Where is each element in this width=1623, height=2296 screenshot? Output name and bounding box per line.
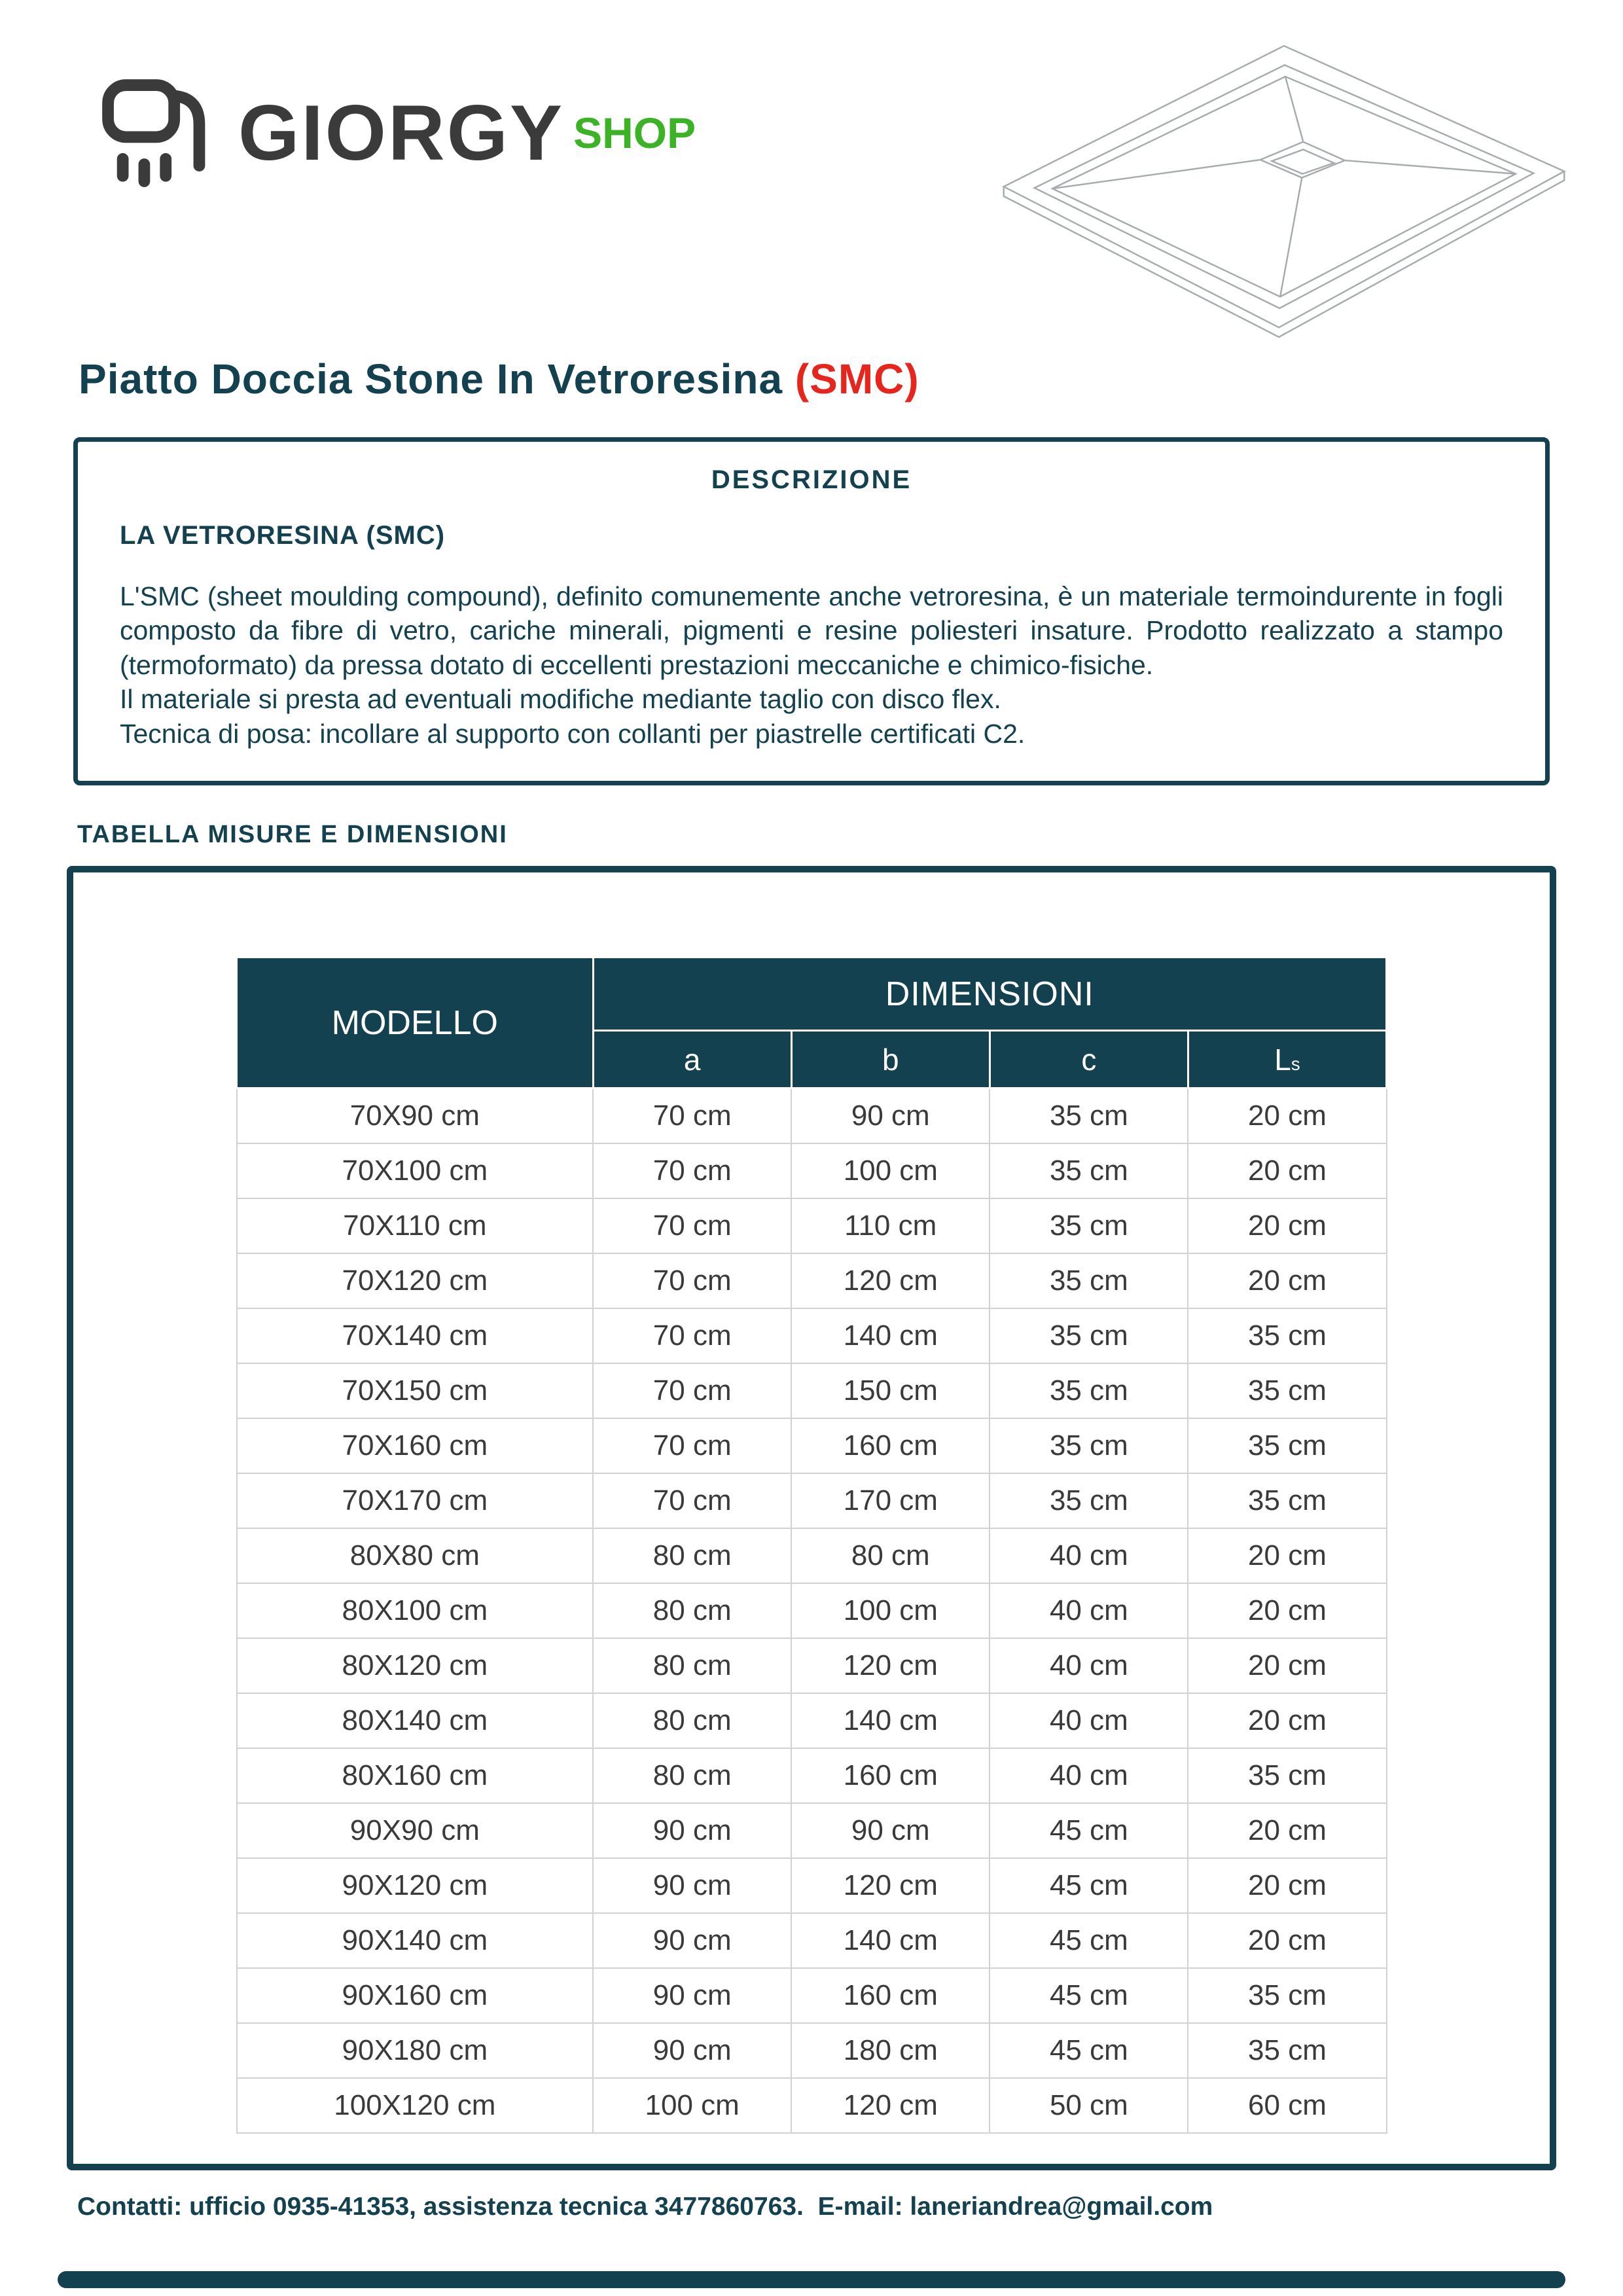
dimension-cell: 70 cm (593, 1143, 791, 1198)
dimension-cell: 100 cm (593, 2078, 791, 2133)
dimension-cell: 45 cm (990, 1858, 1188, 1913)
dimension-cell: 20 cm (1188, 1803, 1386, 1858)
dimension-cell: 90 cm (593, 2023, 791, 2078)
dimension-cell: 20 cm (1188, 1143, 1386, 1198)
brand-logo (88, 65, 696, 200)
shower-head-icon (88, 65, 223, 200)
dimension-cell: 80 cm (791, 1528, 990, 1583)
dimension-cell: 140 cm (791, 1693, 990, 1748)
model-cell: 90X160 cm (237, 1968, 594, 2023)
dimension-cell: 70 cm (593, 1198, 791, 1253)
table-row (237, 1528, 1387, 1583)
dimension-cell: 90 cm (593, 1913, 791, 1968)
dimension-cell: 160 cm (791, 1968, 990, 2023)
table-row (237, 2078, 1387, 2133)
model-cell: 70X120 cm (237, 1253, 594, 1308)
model-cell: 80X100 cm (237, 1583, 594, 1638)
dimension-cell: 70 cm (593, 1473, 791, 1528)
model-cell: 70X140 cm (237, 1308, 594, 1363)
description-subheading: LA VETRORESINA (SMC) (120, 521, 446, 550)
description-paragraph: L'SMC (sheet moulding compound), definito comunemente anche vetroresina, è un materiale termoindurente in fogli composto da fibre di vetro, cariche minerali, pigmenti e resine poliesteri insature. Prodotto realizzato a stampo (termoformato) da pressa dotato di eccellenti prestazioni meccaniche e chimico-fisiche. (120, 581, 1503, 680)
column-header-dimensioni: DIMENSIONI (593, 958, 1386, 1031)
dimension-cell: 35 cm (1188, 1418, 1386, 1473)
table-header (237, 958, 1387, 1088)
table-row (237, 1198, 1387, 1253)
table-row (237, 1803, 1387, 1858)
table-section-label: TABELLA MISURE E DIMENSIONI (77, 821, 508, 849)
brand-suffix: SHOP (573, 108, 696, 157)
model-cell: 90X140 cm (237, 1913, 594, 1968)
dimension-cell: 35 cm (1188, 1748, 1386, 1803)
model-cell: 80X120 cm (237, 1638, 594, 1693)
dimension-cell: 90 cm (593, 1803, 791, 1858)
dimension-cell: 120 cm (791, 1253, 990, 1308)
dimension-cell: 100 cm (791, 1583, 990, 1638)
dimension-cell: 45 cm (990, 1913, 1188, 1968)
dimension-cell: 35 cm (990, 1088, 1188, 1143)
dimension-cell: 35 cm (1188, 1473, 1386, 1528)
dimension-cell: 80 cm (593, 1638, 791, 1693)
page-title (0, 355, 1623, 403)
description-heading: DESCRIZIONE (711, 465, 912, 494)
dimension-cell: 40 cm (990, 1638, 1188, 1693)
brand-name: GIORGY (238, 88, 565, 177)
model-cell: 80X80 cm (237, 1528, 594, 1583)
dimension-cell: 20 cm (1188, 1088, 1386, 1143)
header (0, 0, 1623, 346)
dimension-cell: 20 cm (1188, 1253, 1386, 1308)
dimension-cell: 40 cm (990, 1693, 1188, 1748)
dimension-cell: 70 cm (593, 1088, 791, 1143)
description-body (120, 579, 1503, 751)
dimension-cell: 80 cm (593, 1693, 791, 1748)
column-header-b: b (791, 1031, 990, 1088)
dimension-cell: 80 cm (593, 1583, 791, 1638)
dimension-cell: 35 cm (990, 1308, 1188, 1363)
table-row (237, 1088, 1387, 1143)
dimension-cell: 20 cm (1188, 1858, 1386, 1913)
table-body (237, 1088, 1387, 2133)
description-paragraph: Il materiale si presta ad eventuali modifiche mediante taglio con disco flex. (120, 684, 1001, 715)
measures-table (236, 956, 1387, 2134)
dimension-cell: 90 cm (791, 1803, 990, 1858)
dimension-cell: 20 cm (1188, 1528, 1386, 1583)
dimension-cell: 90 cm (791, 1088, 990, 1143)
dimension-cell: 150 cm (791, 1363, 990, 1418)
measures-table-box (67, 866, 1556, 2170)
description-paragraph: Tecnica di posa: incollare al supporto con collanti per piastrelle certificati C2. (120, 718, 1026, 749)
dimension-cell: 35 cm (1188, 1308, 1386, 1363)
dimension-cell: 70 cm (593, 1363, 791, 1418)
dimension-cell: 40 cm (990, 1528, 1188, 1583)
dimension-cell: 80 cm (593, 1748, 791, 1803)
model-cell: 70X100 cm (237, 1143, 594, 1198)
brand-name-block (238, 88, 696, 178)
dimension-cell: 35 cm (990, 1363, 1188, 1418)
table-row (237, 1143, 1387, 1198)
model-cell: 100X120 cm (237, 2078, 594, 2133)
dimension-cell: 40 cm (990, 1583, 1188, 1638)
model-cell: 90X120 cm (237, 1858, 594, 1913)
column-header-a: a (593, 1031, 791, 1088)
column-header-ls (1188, 1031, 1386, 1088)
shower-tray-illustration (996, 38, 1572, 346)
table-row (237, 1968, 1387, 2023)
model-cell: 90X180 cm (237, 2023, 594, 2078)
footer-bar (58, 2271, 1565, 2288)
dimension-cell: 140 cm (791, 1913, 990, 1968)
dimension-cell: 35 cm (990, 1253, 1188, 1308)
column-header-c: c (990, 1031, 1188, 1088)
model-cell: 70X90 cm (237, 1088, 594, 1143)
table-row (237, 1308, 1387, 1363)
table-row (237, 2023, 1387, 2078)
table-row (237, 1253, 1387, 1308)
model-cell: 70X160 cm (237, 1418, 594, 1473)
table-row (237, 1693, 1387, 1748)
ls-subscript: s (1291, 1053, 1300, 1074)
dimension-cell: 120 cm (791, 1638, 990, 1693)
dimension-cell: 35 cm (1188, 1968, 1386, 2023)
page-title-smc-highlight: (SMC) (794, 355, 919, 403)
model-cell: 80X160 cm (237, 1748, 594, 1803)
dimension-cell: 160 cm (791, 1418, 990, 1473)
model-cell: 80X140 cm (237, 1693, 594, 1748)
table-row (237, 1418, 1387, 1473)
model-cell: 70X110 cm (237, 1198, 594, 1253)
dimension-cell: 35 cm (990, 1418, 1188, 1473)
dimension-cell: 70 cm (593, 1253, 791, 1308)
dimension-cell: 120 cm (791, 1858, 990, 1913)
dimension-cell: 35 cm (1188, 2023, 1386, 2078)
table-row (237, 1473, 1387, 1528)
dimension-cell: 50 cm (990, 2078, 1188, 2133)
table-row (237, 1583, 1387, 1638)
dimension-cell: 45 cm (990, 1968, 1188, 2023)
dimension-cell: 35 cm (990, 1473, 1188, 1528)
page-title-text: Piatto Doccia Stone In Vetroresina (79, 355, 795, 403)
dimension-cell: 140 cm (791, 1308, 990, 1363)
description-box (73, 437, 1550, 785)
dimension-cell: 20 cm (1188, 1913, 1386, 1968)
model-cell: 90X90 cm (237, 1803, 594, 1858)
dimension-cell: 40 cm (990, 1748, 1188, 1803)
dimension-cell: 170 cm (791, 1473, 990, 1528)
dimension-cell: 20 cm (1188, 1693, 1386, 1748)
dimension-cell: 45 cm (990, 1803, 1188, 1858)
dimension-cell: 20 cm (1188, 1583, 1386, 1638)
dimension-cell: 120 cm (791, 2078, 990, 2133)
ls-main: L (1274, 1042, 1291, 1077)
dimension-cell: 180 cm (791, 2023, 990, 2078)
footer-contact: Contatti: ufficio 0935-41353, assistenza tecnica 3477860763. E-mail: laneriandrea@gmail.com (77, 2192, 1213, 2221)
dimension-cell: 20 cm (1188, 1198, 1386, 1253)
dimension-cell: 60 cm (1188, 2078, 1386, 2133)
dimension-cell: 80 cm (593, 1528, 791, 1583)
dimension-cell: 90 cm (593, 1968, 791, 2023)
dimension-cell: 45 cm (990, 2023, 1188, 2078)
column-header-modello: MODELLO (237, 958, 594, 1088)
dimension-cell: 70 cm (593, 1418, 791, 1473)
table-row (237, 1363, 1387, 1418)
table-row (237, 1858, 1387, 1913)
dimension-cell: 35 cm (990, 1198, 1188, 1253)
dimension-cell: 20 cm (1188, 1638, 1386, 1693)
model-cell: 70X150 cm (237, 1363, 594, 1418)
table-row (237, 1748, 1387, 1803)
dimension-cell: 100 cm (791, 1143, 990, 1198)
dimension-cell: 35 cm (1188, 1363, 1386, 1418)
dimension-cell: 90 cm (593, 1858, 791, 1913)
dimension-cell: 110 cm (791, 1198, 990, 1253)
dimension-cell: 70 cm (593, 1308, 791, 1363)
table-row (237, 1638, 1387, 1693)
dimension-cell: 160 cm (791, 1748, 990, 1803)
table-row (237, 1913, 1387, 1968)
dimension-cell: 35 cm (990, 1143, 1188, 1198)
model-cell: 70X170 cm (237, 1473, 594, 1528)
